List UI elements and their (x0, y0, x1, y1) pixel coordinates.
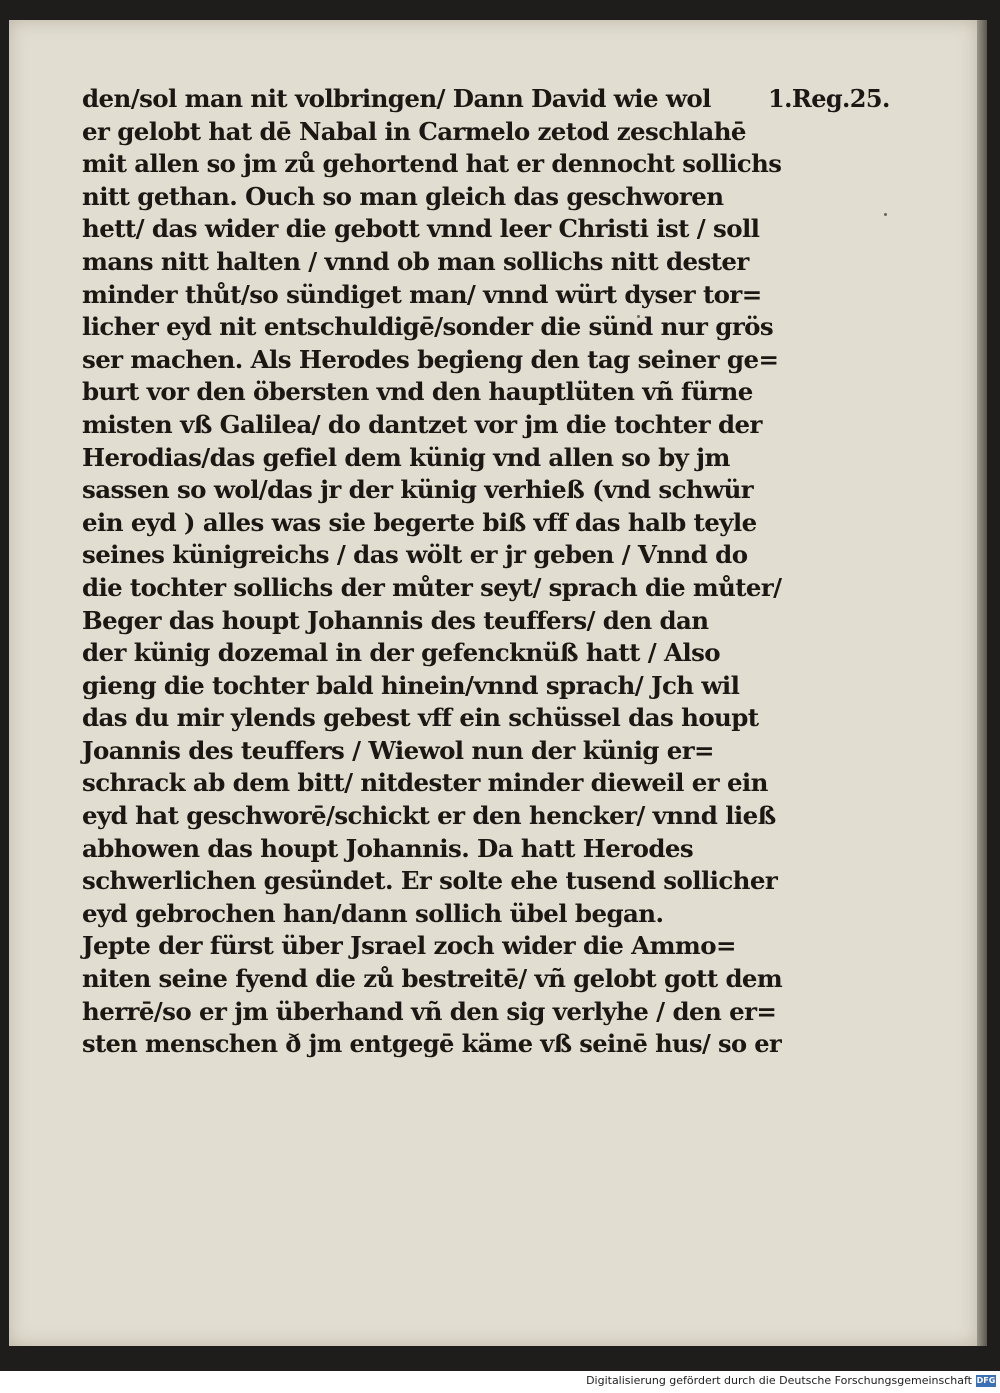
text-line: schwerlichen gesündet. Er solte ehe tusend sollicher (82, 866, 778, 896)
text-line: eyd hat geschworē/schickt er den hencker/ vnnd ließ (82, 801, 776, 831)
dfg-logo-icon: DFG (976, 1376, 996, 1385)
ink-speck (884, 213, 887, 216)
margin-reference: 1.Reg.25. (768, 84, 890, 113)
text-line: niten seine fyend die zů bestreitē/ vñ gelobt gott dem (82, 964, 783, 994)
text-line: der künig dozemal in der gefencknüß hatt / Also (82, 638, 721, 668)
text-line: er gelobt hat dē Nabal in Carmelo zetod zeschlahē (82, 116, 746, 146)
text-line: Herodias/das gefiel dem künig vnd allen so by jm (82, 442, 730, 472)
text-line: gieng die tochter bald hinein/vnnd sprach/ Jch wil (82, 670, 740, 700)
text-line: Jepte der fürst über Jsrael zoch wider die Ammo= (82, 931, 736, 961)
text-line: seines künigreichs / das wölt er jr geben / Vnnd do (82, 540, 748, 570)
text-line: licher eyd nit entschuldigē/sonder die sünd nur grös (82, 312, 774, 342)
text-line: minder thůt/so sündiget man/ vnnd würt dyser tor= (82, 279, 762, 309)
text-line: Joannis des teuffers / Wiewol nun der künig er= (82, 735, 714, 765)
text-line: ein eyd ) alles was sie begerte biß vff das halb teyle (82, 507, 757, 537)
text-line: schrack ab dem bitt/ nitdester minder dieweil er ein (82, 768, 768, 798)
page-edge (977, 20, 987, 1346)
text-line: den/sol man nit volbringen/ Dann David wie wol (82, 84, 711, 113)
text-line: mit allen so jm zů gehortend hat er dennocht sollichs (82, 149, 782, 179)
text-line: sten menschen ð jm entgegē käme vß seinē hus/ so er (82, 1029, 782, 1059)
text-line: die tochter sollichs der můter seyt/ sprach die můter/ (82, 572, 782, 602)
footer-bar (0, 1371, 1000, 1393)
text-line: burt vor den öbersten vnd den hauptlüten vñ fürne (82, 377, 753, 407)
text-line: misten vß Galilea/ do dantzet vor jm die tochter der (82, 409, 762, 439)
text-line: sassen so wol/das jr der künig verhieß (vnd schwür (82, 475, 754, 505)
text-line: mans nitt halten / vnnd ob man sollichs nitt dester (82, 246, 749, 276)
text-line: das du mir ylends gebest vff ein schüssel das houpt (82, 703, 759, 733)
text-line: nitt gethan. Ouch so man gleich das geschworen (82, 181, 724, 211)
text-line: hett/ das wider die gebott vnnd leer Christi ist / soll (82, 214, 760, 244)
text-line: ser machen. Als Herodes begieng den tag seiner ge= (82, 344, 779, 374)
text-line: herrē/so er jm überhand vñ den sig verlyhe / den er= (82, 996, 777, 1026)
text-line: abhowen das houpt Johannis. Da hatt Herodes (82, 833, 694, 863)
funding-credit: Digitalisierung gefördert durch die Deutsche Forschungsgemeinschaft (586, 1374, 972, 1387)
text-line: eyd gebrochen han/dann sollich übel began. (82, 898, 664, 928)
text-line: Beger das houpt Johannis des teuffers/ den dan (82, 605, 709, 635)
text-block (82, 83, 782, 1061)
